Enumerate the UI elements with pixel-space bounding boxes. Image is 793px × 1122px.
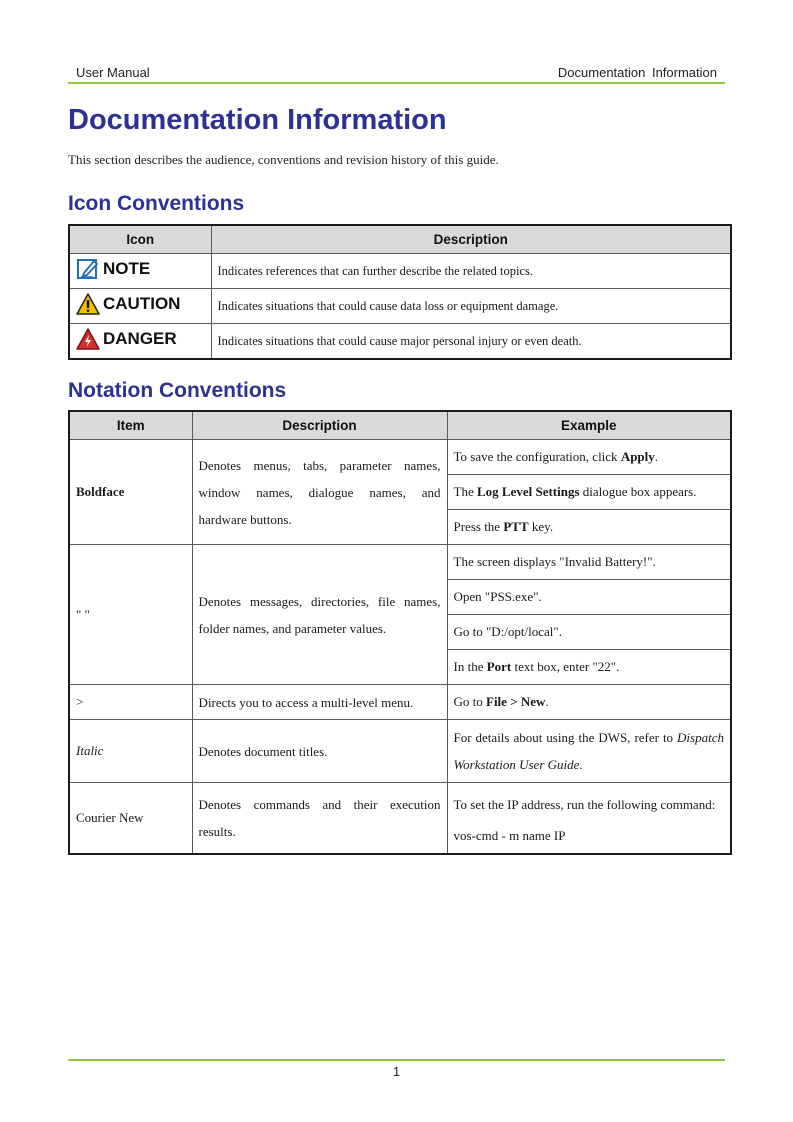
item-cell: Italic — [69, 720, 192, 783]
header-right: Documentation Information — [557, 65, 717, 80]
danger-label: DANGER — [103, 328, 177, 348]
table-header-row — [69, 225, 731, 254]
description-cell: Directs you to access a multi-level menu. — [192, 685, 447, 720]
example-cell: Go to "D:/opt/local". — [447, 615, 731, 650]
description-cell: Denotes messages, directories, file names, folder names, and parameter values. — [192, 545, 447, 685]
description-cell: Denotes document titles. — [192, 720, 447, 783]
note-label: NOTE — [103, 258, 151, 278]
item-cell: " " — [69, 545, 192, 685]
danger-description: Indicates situations that could cause major personal injury or even death. — [211, 324, 731, 360]
icon-conventions-title: Icon Conventions — [68, 192, 245, 215]
table-row — [69, 440, 731, 475]
example-cell: In the Port text box, enter "22". — [447, 650, 731, 685]
column-header: Item — [69, 411, 192, 440]
table-row — [69, 783, 731, 855]
example-cell: Go to File > New. — [447, 685, 731, 720]
table-row — [69, 720, 731, 783]
example-cell: For details about using the DWS, refer to Dispatch Workstation User Guide. — [447, 720, 731, 783]
table-row — [69, 685, 731, 720]
caution-label: CAUTION — [103, 293, 181, 313]
page-number: 1 — [392, 1064, 401, 1079]
example-line: To set the IP address, run the following command: — [453, 797, 716, 812]
description-cell: Denotes menus, tabs, parameter names, window names, dialogue names, and hardware buttons. — [192, 440, 447, 545]
table-row — [69, 324, 731, 360]
table-row — [69, 289, 731, 324]
icon-cell — [69, 289, 211, 324]
example-cell: To save the configuration, click Apply. — [447, 440, 731, 475]
caution-description: Indicates situations that could cause data loss or equipment damage. — [211, 289, 731, 324]
notation-conventions-title: Notation Conventions — [68, 379, 287, 402]
icon-cell — [69, 254, 211, 289]
example-cell — [447, 783, 731, 855]
item-cell: > — [69, 685, 192, 720]
example-cell: Open "PSS.exe". — [447, 580, 731, 615]
item-cell: Courier New — [69, 783, 192, 855]
column-header: Example — [447, 411, 731, 440]
example-command: vos-cmd - m name IP — [453, 828, 566, 843]
description-cell: Denotes commands and their execution results. — [192, 783, 447, 855]
intro-text: This section describes the audience, conventions and revision history of this guide. — [68, 152, 499, 167]
table-row — [69, 254, 731, 289]
notation-conventions-table — [68, 410, 732, 855]
table-header-row — [69, 411, 731, 440]
example-cell: The screen displays "Invalid Battery!". — [447, 545, 731, 580]
note-description: Indicates references that can further describe the related topics. — [211, 254, 731, 289]
page-title: Documentation Information — [68, 104, 447, 136]
icon-cell — [69, 324, 211, 360]
icon-conventions-table — [68, 224, 732, 360]
page-header — [68, 64, 725, 84]
header-left: User Manual — [76, 65, 150, 80]
column-header: Description — [192, 411, 447, 440]
example-cell: Press the PTT key. — [447, 510, 731, 545]
table-row — [69, 545, 731, 580]
caution-icon — [76, 293, 100, 315]
column-header: Icon — [69, 225, 211, 254]
page-footer-rule — [68, 1059, 725, 1061]
example-cell: The Log Level Settings dialogue box appears. — [447, 475, 731, 510]
danger-icon — [76, 328, 100, 350]
column-header: Description — [211, 225, 731, 254]
item-cell: Boldface — [69, 440, 192, 545]
note-icon — [76, 257, 100, 281]
